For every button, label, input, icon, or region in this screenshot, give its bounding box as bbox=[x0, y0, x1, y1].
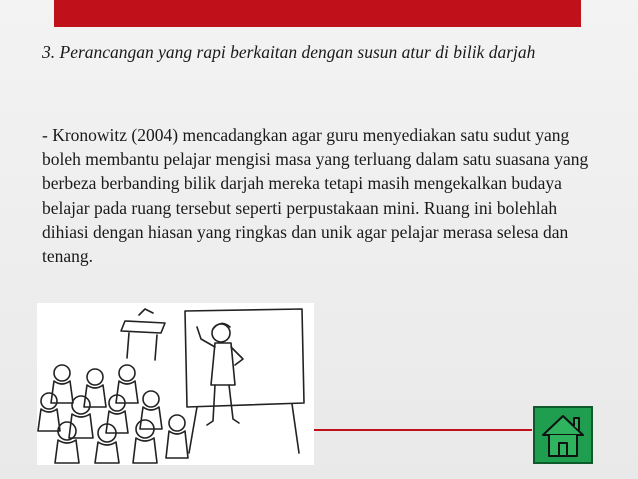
slide-body-text: - Kronowitz (2004) mencadangkan agar guru menyediakan satu sudut yang boleh membantu pelajar mengisi masa yang terluang dalam satu suasana yang berbeza berbanding bilik darjah mereka tetapi masih mengekalkan budaya belajar pada ruang tersebut seperti perpustakaan mini. Ruang ini bolehlah dihiasi dengan hiasan yang ringkas dan unik agar pelajar merasa selesa dan tenang. bbox=[42, 125, 589, 267]
home-button[interactable] bbox=[533, 406, 593, 464]
home-icon bbox=[535, 408, 591, 462]
classroom-illustration bbox=[37, 303, 314, 465]
title-bar bbox=[54, 0, 581, 27]
slide-heading: 3. Perancangan yang rapi berkaitan dengan susun atur di bilik darjah bbox=[42, 42, 536, 62]
footer-line bbox=[314, 429, 532, 431]
